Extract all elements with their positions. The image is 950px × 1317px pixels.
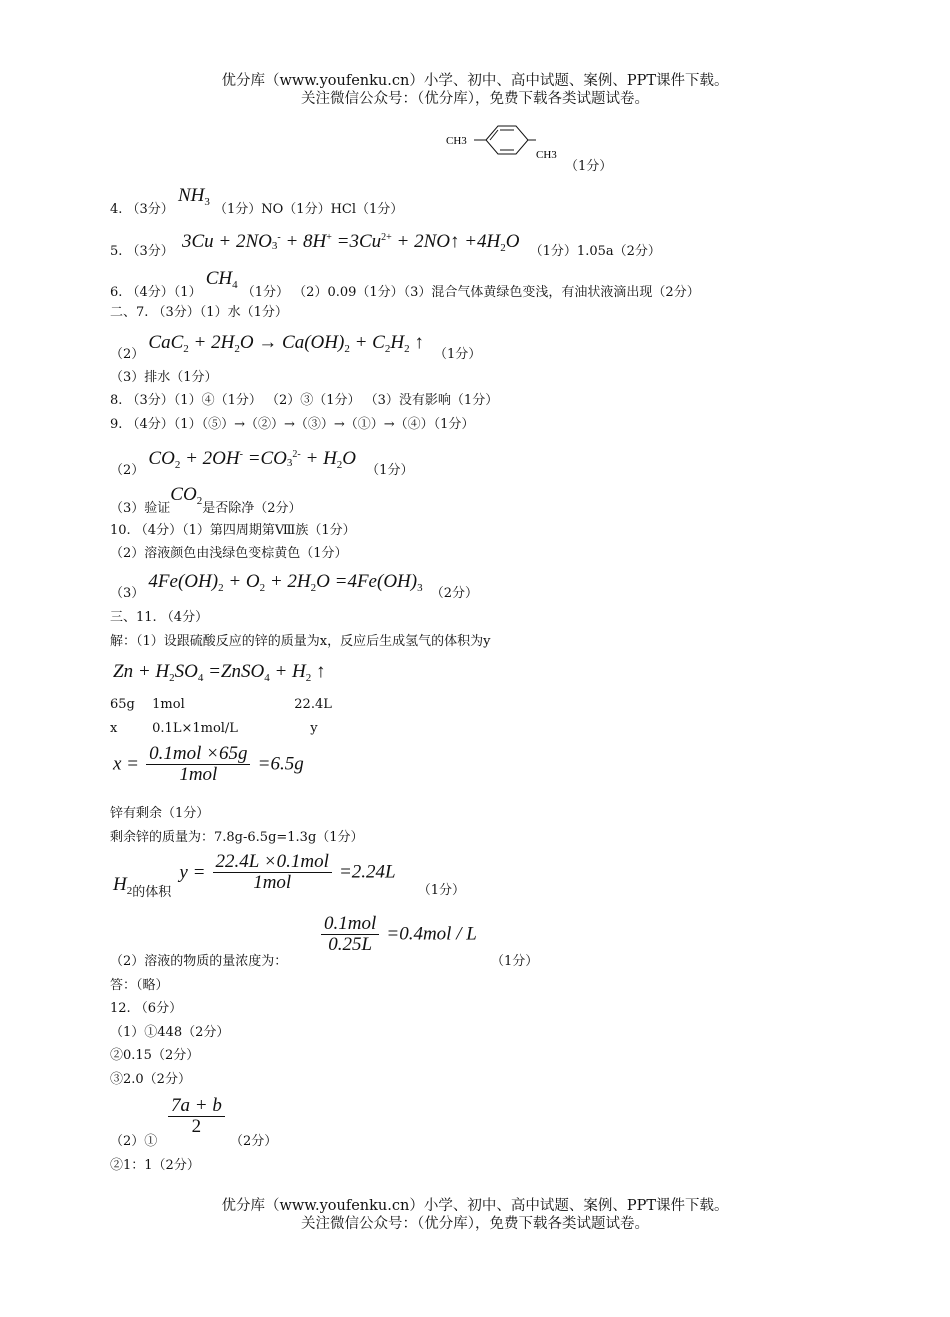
- q9-equation: $CO_2 + 2OH^- =CO_3^{2-} + H_2O$: [148, 448, 357, 471]
- q11-row2-b: 0.1L×1mol/L: [152, 721, 238, 736]
- q11-p2-line: （2）溶液的物质的量浓度为： （1分）: [110, 954, 539, 969]
- q7-p3: （3）排水（1分）: [110, 370, 218, 385]
- p-xylene-structure: [440, 122, 560, 172]
- q11-c-equation: $\frac{\text{0.1mol}}{0.25L}$ =0.4mol / L: [318, 915, 477, 954]
- q11-row1-a: 65g: [110, 697, 135, 712]
- q11-x-fraction: $\frac{\text{0.1mol ×65g}}{\text{1mol}}$: [146, 745, 250, 784]
- q7-p2-label: （2）: [110, 347, 145, 362]
- q11-intro: 解：（1）设跟硫酸反应的锌的质量为x，反应后生成氢气的体积为y: [110, 634, 491, 649]
- q11-c-fraction: $\frac{\text{0.1mol}}{0.25L}$: [321, 915, 379, 954]
- q11-label: 三、11. （4分）: [110, 610, 209, 625]
- q7-label: 二、7. （3分）（1）水（1分）: [110, 305, 288, 320]
- q9-p3-b: 是否除净（2分）: [202, 501, 302, 516]
- q9-p2-score: （1分）: [366, 463, 414, 478]
- q6-rest: （1分） （2）0.09（1分）（3）混合气体黄绿色变浅，有油状液滴出现（2分）: [241, 285, 700, 300]
- q11-row2: [110, 720, 318, 738]
- q11-row1-c: 22.4L: [294, 697, 332, 712]
- q11-row1-b: 1mol: [152, 697, 185, 712]
- q10-p3-label: （3）: [110, 586, 145, 601]
- q7-p2-line: [110, 334, 481, 364]
- q5-equation: $3Cu + 2NO_3^- + 8H^+ =3Cu^{2+}$ + 2NO↑ $+4H_2O$: [181, 231, 520, 254]
- q11-equation: $Zn + H_2SO_4$ =ZnSO$_4$ + $H_2$ ↑: [113, 661, 326, 684]
- q5-label: 5. （3分）: [110, 244, 174, 259]
- q4-label: 4. （3分）: [110, 202, 174, 217]
- q11-row2-a: x: [110, 721, 118, 736]
- q11-y-fraction: $\frac{\text{22.4L ×0.1mol}}{\text{1mol}}$: [213, 853, 332, 892]
- q9-p2-line: [110, 446, 413, 480]
- q12-p2: ②0.15（2分）: [110, 1048, 200, 1063]
- q9-line: 9. （4分）（1）（⑤）→（②）→（③）→（①）→（④）（1分）: [110, 417, 475, 432]
- q7-equation: $CaC_2 + 2H_2O \to Ca(OH)_2 + C_2H_2$ ↑: [148, 332, 424, 355]
- header-line-1: 优分库（www.youfenku.cn）小学、初中、高中试题、案例、PPT课件下载。: [221, 73, 729, 89]
- q11-excess: 锌有剩余（1分）: [110, 806, 210, 821]
- q6-line: [110, 270, 700, 302]
- q12-p3: ③2.0（2分）: [110, 1072, 191, 1087]
- q12-fraction: $\frac{7a + b}{2}$: [165, 1097, 228, 1136]
- q8-line: 8. （3分）（1）④（1分） （2）③（1分） （3）没有影响（1分）: [110, 393, 499, 408]
- footer-line-1: 优分库（www.youfenku.cn）小学、初中、高中试题、案例、PPT课件下载。: [221, 1198, 729, 1214]
- q12-label: 12. （6分）: [110, 1001, 183, 1016]
- q12-p1: （1）①448（2分）: [110, 1025, 230, 1040]
- ch3-right-label: CH3: [536, 149, 557, 161]
- q7-p2-score: （1分）: [433, 347, 482, 362]
- q9-co2: $CO_2$: [170, 484, 203, 507]
- q11-x-equation: x = $\frac{\text{0.1mol ×65g}}{\text{1mol}}$ =6.5g: [113, 743, 304, 785]
- q6-formula: $CH_4$: [205, 268, 238, 291]
- q12-p4-line: （2）① （2分）: [110, 1134, 278, 1149]
- q4-formula: $NH_3$: [177, 185, 210, 208]
- q10-p3-score: （2分）: [430, 586, 479, 601]
- q11-y-equation: $H_2$的体积 y = $\frac{\text{22.4L ×0.1mol}}{\text{1mol}}$ =2.24L （1分）: [113, 851, 466, 900]
- footer-line-2: 关注微信公众号：（优分库），免费下载各类试题试卷。: [301, 1216, 649, 1232]
- header-line-2: 关注微信公众号：（优分库），免费下载各类试题试卷。: [301, 91, 649, 107]
- q9-p3-line: [110, 486, 301, 518]
- q4-rest: （1分）NO（1分）HCl（1分）: [214, 202, 404, 217]
- q6-label: 6. （4分）（1）: [110, 285, 202, 300]
- structure-score: （1分）: [565, 159, 613, 174]
- q11-row2-c: y: [310, 721, 318, 736]
- ch3-left-label: CH3: [446, 135, 467, 147]
- q10-p3-line: [110, 573, 478, 603]
- q10-p2: （2）溶液颜色由浅绿色变棕黄色（1分）: [110, 546, 348, 561]
- q11-answer: 答：（略）: [110, 978, 169, 993]
- q9-p3-a: （3）验证: [110, 501, 171, 516]
- q12-p5: ②1：1（2分）: [110, 1158, 200, 1173]
- q5-rest: （1分）1.05a（2分）: [529, 244, 661, 259]
- q10-line: 10. （4分）（1）第四周期第Ⅷ族（1分）: [110, 523, 356, 538]
- q11-row1: [110, 696, 332, 714]
- q9-p2-label: （2）: [110, 463, 145, 478]
- q10-equation: $4Fe(OH)_2 + O_2 + 2H_2O =4Fe(OH)_3$: [148, 571, 423, 594]
- q5-line: [110, 229, 661, 261]
- q11-remaining: 剩余锌的质量为：7.8g-6.5g=1.3g（1分）: [110, 830, 364, 845]
- q4-line: [110, 187, 403, 219]
